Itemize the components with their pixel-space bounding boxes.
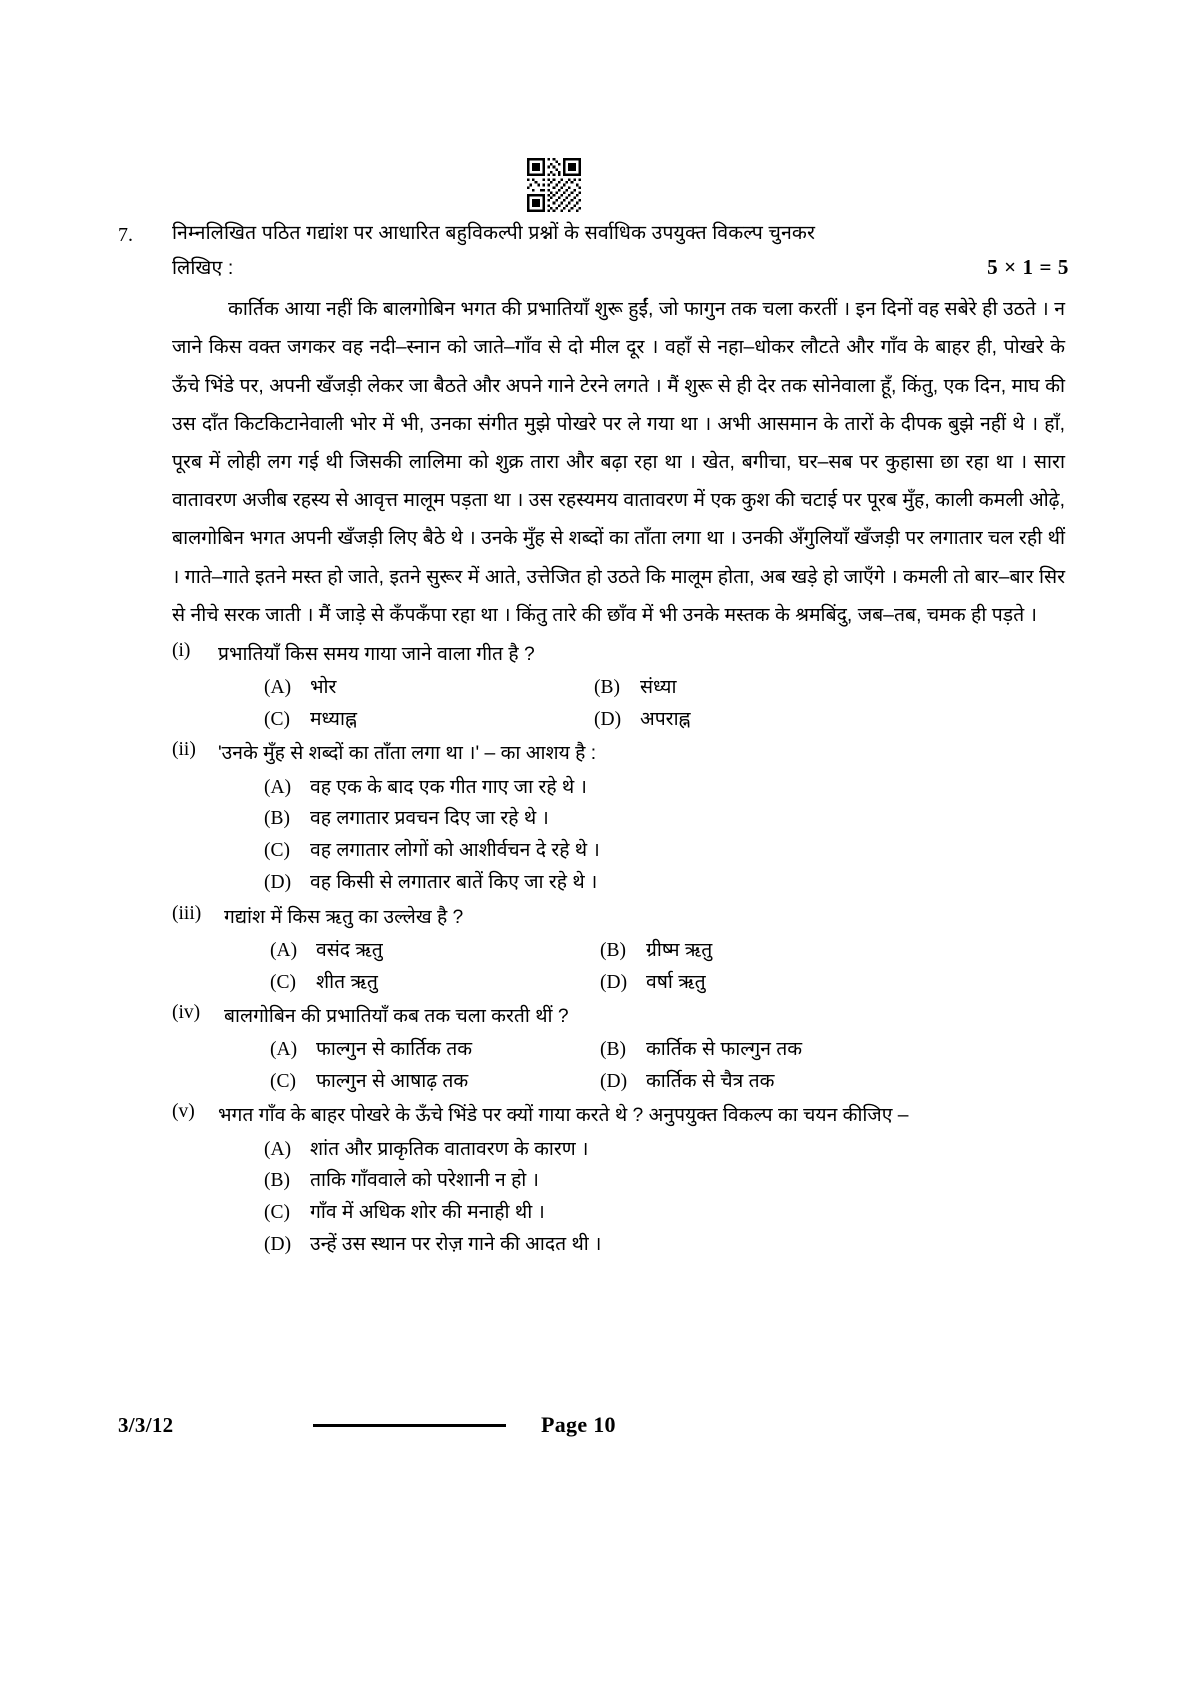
- option-d[interactable]: [600, 967, 1073, 999]
- option-label: (A): [264, 776, 292, 798]
- option-label: (B): [264, 808, 290, 830]
- option-b[interactable]: [600, 1034, 1073, 1066]
- option-text: वसंद ऋतु: [316, 939, 383, 961]
- instruction-line-1: निम्नलिखित पठित गद्यांश पर आधारित बहुविकल्पी प्रश्नों के सर्वाधिक उपयुक्त विकल्प चुनकर: [172, 222, 816, 244]
- option-label: (A): [264, 677, 292, 699]
- option-label: (B): [594, 677, 620, 699]
- option-b[interactable]: [264, 803, 1073, 835]
- option-label: (A): [270, 1039, 298, 1061]
- sub-question-roman: (iii): [172, 902, 202, 924]
- option-c[interactable]: [264, 835, 1073, 867]
- option-d[interactable]: [264, 1229, 1073, 1261]
- option-label: (D): [264, 872, 292, 893]
- sub-questions-list: [172, 638, 1073, 1261]
- sub-question-stem: प्रभातियाँ किस समय गाया जाने वाला गीत है ?: [218, 644, 535, 666]
- sub-question-iii: [172, 901, 1073, 998]
- option-label: (B): [600, 1039, 626, 1061]
- option-text: भोर: [310, 677, 337, 699]
- option-label: (D): [600, 971, 628, 993]
- option-text: वह लगातार लोगों को आशीर्वचन दे रहे थे ।: [310, 840, 600, 862]
- question-number: 7.: [118, 224, 133, 246]
- paper-code: 3/3/12: [118, 1412, 174, 1437]
- sub-question-v: [172, 1099, 1073, 1260]
- footer-divider: [313, 1424, 513, 1427]
- sub-question-stem: 'उनके मुँह से शब्दों का ताँता लगा था ।' – का आशय है :: [218, 743, 597, 765]
- option-d[interactable]: [594, 704, 1073, 736]
- option-label: (C): [264, 1202, 290, 1224]
- option-text: उन्हें उस स्थान पर रोज़ गाने की आदत थी ।: [310, 1234, 602, 1255]
- sub-question-iv: [172, 1000, 1073, 1097]
- option-label: (D): [600, 1070, 628, 1092]
- sub-question-stem: भगत गाँव के बाहर पोखरे के ऊँचे भिंडे पर क्यों गाया करते थे ? अनुपयुक्त विकल्प का चयन कीजिए –: [218, 1105, 909, 1127]
- option-text: फाल्गुन से कार्तिक तक: [316, 1039, 473, 1061]
- reading-passage: कार्तिक आया नहीं कि बालगोबिन भगत की प्रभातियाँ शुरू हुईं, जो फागुन तक चला करतीं । इन दिनों वह सबेरे ही उठते । न जाने किस वक्त जगकर वह नदी–स्नान को जाते–गाँव से दो मील दूर । वहाँ से नहा–धोकर लौटते और गाँव के बाहर ही, पोखरे के ऊँचे भिंडे पर, अपनी खँजड़ी लेकर जा बैठते और अपने गाने टेरने लगते । मैं शुरू से ही देर तक सोनेवाला हूँ, किंतु, एक दिन, माघ की उस दाँत किटकिटानेवाली भोर में भी, उनका संगीत मुझे पोखरे पर ले गया था । अभी आसमान के तारों के दीपक बुझे नहीं थे । हाँ, पूरब में लोही लग गई थी जिसकी लालिमा को शुक्र तारा और बढ़ा रहा था । खेत, बगीचा, घर–सब पर कुहासा छा रहा था । सारा वातावरण अजीब रहस्य से आवृत्त मालूम पड़ता था । उस रहस्यमय वातावरण में एक कुश की चटाई पर पूरब मुँह, काली कमली ओढ़े, बालगोबिन भगत अपनी खँजड़ी लिए बैठे थे । उनके मुँह से शब्दों का ताँता लगा था । उनकी अँगुलियाँ खँजड़ी पर लगातार चल रही थीं । गाते–गाते इतने मस्त हो जाते, इतने सुरूर में आते, उत्तेजित हो उठते कि मालूम होता, अब खड़े हो जाएँगे । कमली तो बार–बार सिर से नीचे सरक जाती । मैं जाड़े से कँपकँपा रहा था । किंतु तारे की छाँव में भी उनके मस्तक के श्रमबिंदु, जब–तब, चमक ही पड़ते ।: [172, 298, 1066, 626]
- options-grid: [270, 1034, 1073, 1097]
- sub-question-stem: बालगोबिन की प्रभातियाँ कब तक चला करती थीं ?: [224, 1006, 569, 1028]
- sub-question-ii: [172, 737, 1073, 898]
- option-label: (B): [600, 939, 626, 961]
- option-c[interactable]: [264, 704, 594, 736]
- option-label: (D): [594, 708, 622, 730]
- option-text: वह लगातार प्रवचन दिए जा रहे थे ।: [310, 808, 549, 830]
- option-text: गाँव में अधिक शोर की मनाही थी ।: [310, 1202, 545, 1224]
- option-c[interactable]: [264, 1197, 1073, 1229]
- option-a[interactable]: [264, 672, 594, 704]
- option-b[interactable]: [264, 1165, 1073, 1197]
- option-text: कार्तिक से फाल्गुन तक: [646, 1039, 803, 1061]
- option-text: अपराह्न: [640, 708, 691, 730]
- sub-question-roman: (i): [172, 640, 191, 662]
- option-a[interactable]: [270, 1034, 600, 1066]
- option-a[interactable]: [264, 772, 1073, 804]
- sub-question-roman: (iv): [172, 1002, 201, 1024]
- marks-allocation: 5 × 1 = 5: [987, 254, 1069, 279]
- option-c[interactable]: [270, 967, 600, 999]
- option-label: (C): [264, 708, 290, 730]
- sub-question-i: [172, 638, 1073, 735]
- option-text: वह एक के बाद एक गीत गाए जा रहे थे ।: [310, 776, 587, 798]
- option-d[interactable]: [264, 867, 1073, 899]
- option-label: (D): [264, 1234, 292, 1255]
- question-7-heading: [118, 218, 1073, 284]
- instruction-line-2: लिखिए :: [172, 256, 234, 279]
- option-text: ग्रीष्म ऋतु: [646, 939, 713, 961]
- option-c[interactable]: [270, 1066, 600, 1098]
- option-label: (C): [270, 1070, 296, 1092]
- option-d[interactable]: [600, 1066, 1073, 1098]
- option-a[interactable]: [264, 1134, 1073, 1166]
- option-text: शांत और प्राकृतिक वातावरण के कारण ।: [310, 1138, 589, 1160]
- option-text: संध्या: [640, 677, 677, 699]
- option-text: वर्षा ऋतु: [646, 971, 706, 993]
- option-label: (A): [264, 1138, 292, 1160]
- option-text: फाल्गुन से आषाढ़ तक: [316, 1070, 469, 1092]
- option-b[interactable]: [594, 672, 1073, 704]
- page-footer: [118, 1412, 1073, 1438]
- option-text: वह किसी से लगातार बातें किए जा रहे थे ।: [310, 872, 598, 893]
- page-number: Page 10: [541, 1412, 616, 1437]
- options-grid: [264, 672, 1073, 735]
- question-instruction: [172, 218, 1073, 284]
- option-label: (B): [264, 1170, 290, 1192]
- options-list: [264, 772, 1073, 899]
- options-list: [264, 1134, 1073, 1261]
- option-text: ताकि गाँववाले को परेशानी न हो ।: [310, 1170, 539, 1192]
- question-block: [118, 218, 1073, 1261]
- qr-code: [527, 158, 581, 212]
- option-a[interactable]: [270, 935, 600, 967]
- option-label: (C): [264, 840, 290, 862]
- option-text: कार्तिक से चैत्र तक: [646, 1070, 775, 1092]
- options-grid: [270, 935, 1073, 998]
- sub-question-roman: (v): [172, 1101, 195, 1123]
- option-text: शीत ऋतु: [316, 971, 378, 993]
- option-text: मध्याह्न: [310, 708, 357, 730]
- option-label: (C): [270, 971, 296, 993]
- sub-question-stem: गद्यांश में किस ऋतु का उल्लेख है ?: [224, 906, 464, 928]
- option-b[interactable]: [600, 935, 1073, 967]
- sub-question-roman: (ii): [172, 739, 196, 761]
- option-label: (A): [270, 939, 298, 961]
